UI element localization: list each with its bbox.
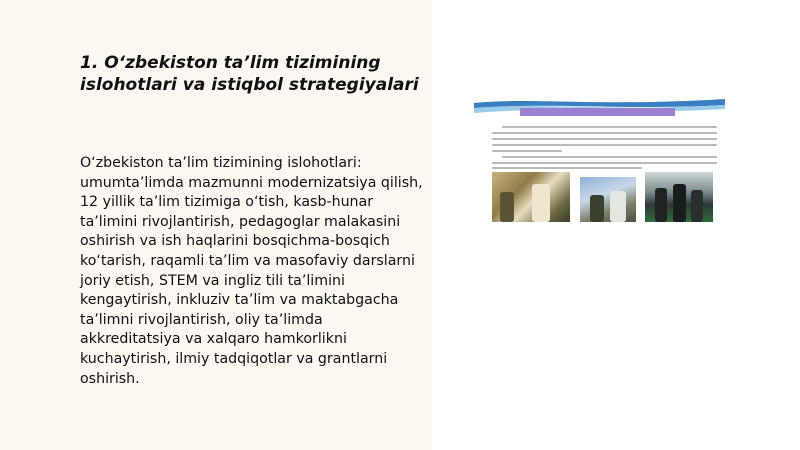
doc-text-line <box>492 132 717 134</box>
slide-body-text: O‘zbekiston ta’lim tizimining islohotlari: umumta’limda mazmunni modernizatsiya qilish, 12 yillik ta’lim tizimiga o‘tish, kasb-hunar ta’limini rivojlantirish, pedagoglar malakasini oshirish va ish haqlarini bosqichma-bosqich ko‘tarish, raqamli ta’lim va masofaviy darslarni joriy etish, STEM va ingliz tili ta’limini kengaytirish, inkluziv ta’lim va maktabgacha ta’limni rivojlantirish, oliy ta’limda akkreditatsiya va xalqaro hamkorlikni kuchaytirish, ilmiy tadqiqotlar va grantlarni oshirish. <box>80 155 423 387</box>
doc-text-line <box>502 156 717 158</box>
document-photo-students <box>580 177 636 222</box>
doc-text-line <box>492 150 562 152</box>
document-photo-workshop <box>492 172 570 222</box>
header-wave-graphic <box>474 97 725 119</box>
doc-text-line <box>492 162 717 164</box>
slide-title: 1. O‘zbekiston ta’lim tizimining islohotlari va istiqbol strategiyalari <box>80 53 419 95</box>
right-panel <box>432 0 800 450</box>
doc-text-line <box>492 167 642 169</box>
doc-text-line <box>502 126 717 128</box>
document-image <box>474 97 725 225</box>
doc-text-line <box>492 144 717 146</box>
document-photo-officials <box>645 172 713 222</box>
doc-text-line <box>492 138 717 140</box>
